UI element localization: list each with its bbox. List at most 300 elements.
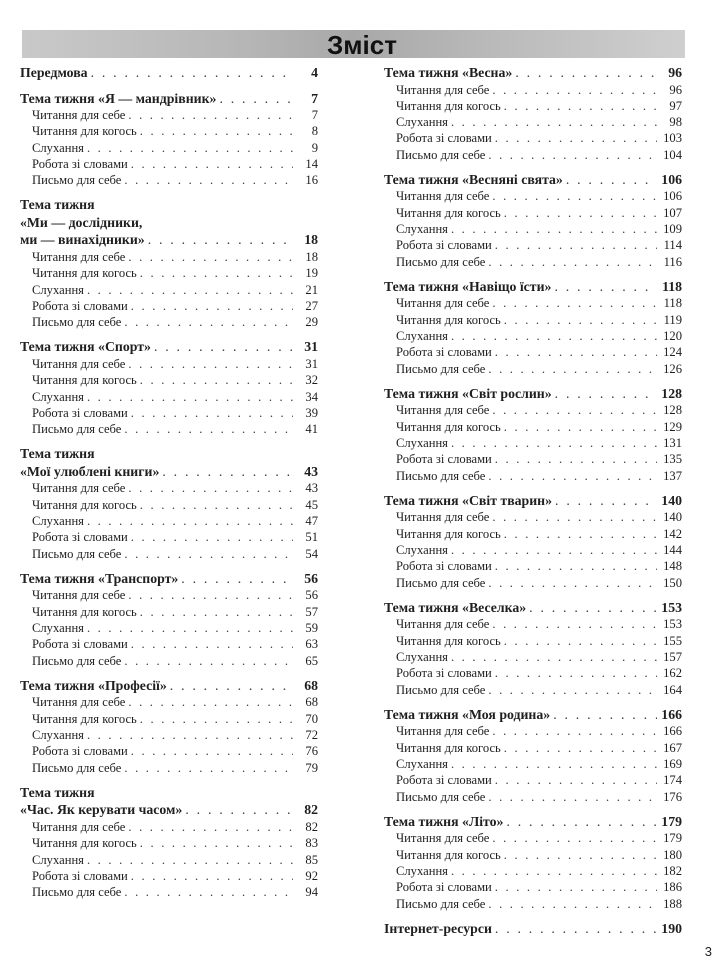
toc-entry[interactable]	[20, 604, 318, 620]
toc-entry-label: Письмо для себе	[32, 422, 122, 437]
toc-entry[interactable]	[384, 295, 682, 311]
dot-leader	[128, 356, 293, 372]
toc-page-number: 142	[663, 526, 682, 541]
toc-entry-label: Робота зі словами	[396, 131, 492, 146]
toc-topic-entry[interactable]	[20, 801, 318, 819]
toc-page-number: 85	[305, 852, 318, 867]
toc-page-number: 188	[663, 896, 682, 911]
toc-page-number: 19	[305, 266, 318, 281]
page-title: Зміст	[327, 30, 397, 60]
toc-entry[interactable]	[20, 852, 318, 868]
toc-entry[interactable]	[20, 405, 318, 421]
toc-entry[interactable]	[20, 636, 318, 652]
toc-page-number: 32	[305, 373, 318, 388]
toc-entry[interactable]	[384, 254, 682, 270]
toc-entry-label: Читання для когось	[32, 124, 137, 139]
dot-leader	[495, 879, 657, 895]
toc-entry[interactable]	[384, 879, 682, 895]
toc-page-number: 179	[661, 813, 682, 829]
dot-leader	[488, 361, 657, 377]
dot-leader	[504, 419, 657, 435]
dot-leader	[140, 123, 293, 139]
toc-section	[20, 784, 318, 900]
dot-leader	[154, 338, 293, 356]
toc-page-number: 21	[305, 282, 318, 297]
dot-leader	[87, 620, 293, 636]
dot-leader	[451, 756, 657, 772]
toc-entry[interactable]	[20, 298, 318, 314]
toc-entry-label: Письмо для себе	[396, 254, 486, 269]
toc-page-number: 116	[663, 254, 682, 269]
toc-entry[interactable]	[20, 546, 318, 562]
toc-entry[interactable]	[20, 107, 318, 123]
toc-entry[interactable]	[384, 130, 682, 146]
toc-entry-label: Читання для когось	[396, 526, 501, 541]
toc-entry[interactable]	[384, 542, 682, 558]
toc-page-number: 14	[305, 156, 318, 171]
toc-entry[interactable]	[384, 526, 682, 542]
dot-leader	[170, 677, 293, 695]
toc-page-number: 155	[663, 633, 682, 648]
toc-page-number: 51	[305, 530, 318, 545]
toc-entry[interactable]	[20, 497, 318, 513]
toc-entry[interactable]	[20, 653, 318, 669]
toc-entry[interactable]	[384, 361, 682, 377]
toc-page-number: 174	[663, 773, 682, 788]
toc-page-number: 82	[304, 802, 318, 818]
dot-leader	[506, 813, 657, 831]
toc-entry-label: Письмо для себе	[396, 361, 486, 376]
toc-entry[interactable]	[20, 282, 318, 298]
dot-leader	[495, 558, 657, 574]
toc-entry[interactable]	[384, 468, 682, 484]
toc-entry-label: Робота зі словами	[32, 298, 128, 313]
toc-page-number: 70	[305, 711, 318, 726]
toc-section	[20, 90, 318, 189]
toc-topic-title: Тема тижня «Транспорт»	[20, 570, 179, 586]
toc-entry[interactable]	[20, 123, 318, 139]
toc-page-number: 94	[305, 885, 318, 900]
toc-topic-entry[interactable]	[384, 706, 682, 724]
toc-entry-label: Читання для себе	[32, 356, 126, 371]
toc-page-number: 179	[663, 831, 682, 846]
dot-leader	[131, 156, 293, 172]
toc-entry[interactable]	[384, 402, 682, 418]
toc-entry-label: Читання для когось	[32, 266, 137, 281]
toc-entry-label: Читання для себе	[396, 510, 490, 525]
toc-page-number: 120	[663, 329, 682, 344]
dot-leader	[91, 64, 293, 82]
toc-page-number: 82	[305, 819, 318, 834]
toc-page-number: 7	[311, 108, 318, 122]
toc-page-number: 126	[663, 361, 682, 376]
toc-entry[interactable]	[384, 328, 682, 344]
toc-topic-title: Тема тижня «Літо»	[384, 813, 504, 829]
toc-page-number: 56	[304, 570, 318, 586]
toc-entry-label: Письмо для себе	[32, 760, 122, 775]
toc-topic-title: Інтернет-ресурси	[384, 920, 492, 936]
toc-page-number: 109	[663, 222, 682, 237]
toc-entry-label: Читання для себе	[32, 588, 126, 603]
toc-page-number: 57	[305, 604, 318, 619]
toc-entry[interactable]	[384, 682, 682, 698]
toc-page-number: 43	[304, 463, 318, 479]
toc-entry[interactable]	[20, 835, 318, 851]
toc-section	[384, 64, 682, 163]
toc-entry[interactable]	[20, 480, 318, 496]
dot-leader	[162, 463, 293, 481]
dot-leader	[124, 172, 293, 188]
toc-entry-label: Читання для себе	[32, 249, 126, 264]
toc-page-number: 59	[305, 621, 318, 636]
toc-entry-label: Читання для когось	[396, 312, 501, 327]
dot-leader	[553, 706, 657, 724]
toc-entry[interactable]	[20, 249, 318, 265]
toc-page-number: 54	[305, 546, 318, 561]
toc-entry[interactable]	[384, 896, 682, 912]
toc-page-number: 153	[661, 599, 682, 615]
toc-entry[interactable]	[384, 633, 682, 649]
toc-entry[interactable]	[384, 114, 682, 130]
toc-page-number: 186	[663, 880, 682, 895]
toc-page-number: 114	[663, 238, 682, 253]
toc-topic-title: Тема тижня «Веселка»	[384, 599, 527, 615]
dot-leader	[504, 526, 657, 542]
toc-entry[interactable]	[384, 221, 682, 237]
toc-page-number: 162	[663, 666, 682, 681]
toc-entry-label: Читання для когось	[32, 604, 137, 619]
toc-topic-title-line[interactable]: Тема тижня	[20, 197, 95, 213]
toc-page-number: 180	[663, 847, 682, 862]
toc-entry-label: Читання для себе	[396, 617, 490, 632]
toc-entry-label: Слухання	[396, 329, 448, 344]
toc-entry-label: Читання для себе	[396, 831, 490, 846]
toc-topic-title-line[interactable]: Тема тижня	[20, 446, 95, 462]
toc-entry[interactable]	[20, 694, 318, 710]
toc-entry[interactable]	[384, 237, 682, 253]
toc-page-number: 97	[669, 98, 682, 113]
dot-leader	[488, 896, 657, 912]
dot-leader	[128, 587, 293, 603]
toc-page-number: 135	[663, 452, 682, 467]
toc-entry[interactable]	[20, 587, 318, 603]
toc-entry-label: Слухання	[32, 389, 84, 404]
toc-entry-label: Письмо для себе	[396, 682, 486, 697]
toc-entry[interactable]	[384, 789, 682, 805]
dot-leader	[131, 636, 293, 652]
toc-page-number: 164	[663, 682, 682, 697]
toc-page-number: 39	[305, 405, 318, 420]
toc-entry-label: Слухання	[396, 115, 448, 130]
dot-leader	[124, 884, 293, 900]
toc-topic-title: Тема тижня «Моя родина»	[384, 706, 551, 722]
toc-entry-label: Робота зі словами	[396, 880, 492, 895]
toc-page-number: 18	[304, 232, 318, 248]
dot-leader	[488, 682, 657, 698]
toc-page-number: 128	[663, 403, 682, 418]
toc-section	[20, 570, 318, 669]
toc-entry-label: Читання для себе	[396, 82, 490, 97]
toc-page-number: 92	[305, 868, 318, 883]
dot-leader	[488, 468, 657, 484]
toc-entry-label: Письмо для себе	[396, 575, 486, 590]
toc-entry[interactable]	[20, 819, 318, 835]
toc-entry[interactable]	[20, 356, 318, 372]
toc-page-number: 144	[663, 543, 682, 558]
toc-entry[interactable]	[20, 156, 318, 172]
toc-page-number: 148	[663, 559, 682, 574]
toc-entry-label: Слухання	[396, 650, 448, 665]
toc-entry[interactable]	[384, 312, 682, 328]
toc-topic-entry[interactable]	[20, 338, 318, 356]
dot-leader	[488, 147, 657, 163]
dot-leader	[504, 205, 657, 221]
toc-page-number: 98	[669, 115, 682, 130]
dot-leader	[555, 385, 657, 403]
dot-leader	[131, 405, 293, 421]
dot-leader	[124, 546, 293, 562]
toc-entry[interactable]	[384, 756, 682, 772]
toc-entry[interactable]	[384, 616, 682, 632]
toc-entry[interactable]	[384, 665, 682, 681]
toc-entry-label: Читання для себе	[32, 108, 126, 122]
toc-page-number: 182	[663, 863, 682, 878]
toc-entry[interactable]	[20, 727, 318, 743]
toc-entry[interactable]	[384, 649, 682, 665]
toc-topic-title: Передмова	[20, 65, 88, 80]
toc-section	[384, 492, 682, 591]
toc-entry-label: Читання для себе	[32, 481, 126, 496]
dot-leader	[495, 920, 657, 938]
dot-leader	[495, 772, 657, 788]
toc-entry-label: Слухання	[32, 282, 84, 297]
toc-entry[interactable]	[384, 205, 682, 221]
toc-page-number: 166	[663, 724, 682, 739]
toc-entry-label: Письмо для себе	[32, 546, 122, 561]
toc-page-number: 104	[663, 147, 682, 162]
dot-leader	[492, 509, 657, 525]
toc-entry[interactable]	[20, 172, 318, 188]
toc-entry-label: Читання для когось	[396, 633, 501, 648]
toc-entry-label: Письмо для себе	[32, 885, 122, 900]
toc-entry-label: Робота зі словами	[32, 868, 128, 883]
dot-leader	[451, 863, 657, 879]
toc-section	[384, 920, 682, 938]
toc-entry[interactable]	[20, 513, 318, 529]
dot-leader	[131, 743, 293, 759]
toc-page-number: 68	[304, 677, 318, 693]
dot-leader	[128, 694, 293, 710]
toc-topic-entry[interactable]	[20, 231, 318, 249]
toc-entry-label: Слухання	[32, 728, 84, 743]
toc-entry-label: Слухання	[396, 863, 448, 878]
toc-entry-label: Слухання	[396, 436, 448, 451]
toc-page-number: 63	[305, 637, 318, 652]
toc-entry-label: Читання для когось	[396, 419, 501, 434]
toc-entry[interactable]	[20, 389, 318, 405]
dot-leader	[451, 542, 657, 558]
page-number: 3	[704, 944, 712, 959]
toc-entry[interactable]	[20, 711, 318, 727]
toc-page-number: 167	[663, 740, 682, 755]
dot-leader	[495, 130, 657, 146]
toc-entry-label: Робота зі словами	[396, 559, 492, 574]
toc-topic-entry[interactable]	[384, 385, 682, 403]
toc-entry[interactable]	[20, 314, 318, 330]
toc-entry[interactable]	[20, 868, 318, 884]
toc-topic-entry[interactable]	[384, 64, 682, 82]
toc-section	[20, 64, 318, 82]
toc-topic-entry[interactable]	[384, 920, 682, 938]
toc-entry-label: Письмо для себе	[396, 147, 486, 162]
toc-entry-label: Читання для когось	[32, 836, 137, 851]
toc-entry-label: Робота зі словами	[32, 530, 128, 545]
toc-entry[interactable]	[384, 419, 682, 435]
toc-entry-label: Письмо для себе	[32, 653, 122, 668]
toc-entry-label: Читання для когось	[396, 205, 501, 220]
toc-entry-label: Читання для когось	[32, 373, 137, 388]
toc-entry[interactable]	[384, 98, 682, 114]
toc-entry[interactable]	[384, 509, 682, 525]
toc-entry[interactable]	[384, 575, 682, 591]
dot-leader	[555, 492, 657, 510]
toc-page-number: 118	[662, 278, 682, 294]
dot-leader	[124, 760, 293, 776]
dot-leader	[488, 575, 657, 591]
dot-leader	[140, 604, 293, 620]
toc-section	[20, 677, 318, 776]
toc-entry-label: Робота зі словами	[32, 637, 128, 652]
toc-topic-title: «Мої улюблені книги»	[20, 463, 160, 479]
toc-entry-label: Робота зі словами	[396, 773, 492, 788]
toc-page-number: 68	[305, 695, 318, 710]
toc-topic-entry[interactable]	[384, 171, 682, 189]
toc-entry-label: Слухання	[32, 852, 84, 867]
toc-topic-entry[interactable]	[20, 677, 318, 695]
toc-entry[interactable]	[384, 435, 682, 451]
toc-entry[interactable]	[20, 421, 318, 437]
toc-entry-label: Робота зі словами	[32, 744, 128, 759]
toc-entry[interactable]	[384, 188, 682, 204]
toc-page-number: 124	[663, 345, 682, 360]
dot-leader	[219, 90, 293, 108]
dot-leader	[488, 254, 657, 270]
dot-leader	[124, 653, 293, 669]
dot-leader	[492, 188, 657, 204]
toc-page-number: 137	[663, 468, 682, 483]
dot-leader	[87, 389, 293, 405]
dot-leader	[87, 727, 293, 743]
dot-leader	[495, 237, 657, 253]
dot-leader	[492, 82, 657, 98]
toc-topic-title: «Час. Як керувати часом»	[20, 802, 183, 818]
toc-entry[interactable]	[384, 558, 682, 574]
toc-page-number: 34	[305, 389, 318, 404]
toc-page-number: 131	[663, 436, 682, 451]
toc-entry[interactable]	[20, 884, 318, 900]
toc-topic-entry[interactable]	[384, 813, 682, 831]
dot-leader	[140, 835, 293, 851]
dot-leader	[87, 513, 293, 529]
toc-entry[interactable]	[20, 529, 318, 545]
toc-topic-entry[interactable]	[20, 463, 318, 481]
toc-entry-label: Слухання	[396, 222, 448, 237]
dot-leader	[131, 529, 293, 545]
toc-entry[interactable]	[384, 82, 682, 98]
toc-topic-title: Тема тижня «Весна»	[384, 65, 513, 80]
toc-topic-title: Тема тижня «Я — мандрівник»	[20, 90, 217, 106]
toc-topic-entry[interactable]	[384, 599, 682, 617]
toc-topic-entry[interactable]	[20, 570, 318, 588]
toc-entry[interactable]	[20, 760, 318, 776]
toc-entry[interactable]	[20, 743, 318, 759]
toc-entry-label: Робота зі словами	[32, 405, 128, 420]
toc-page-number: 140	[661, 492, 682, 508]
toc-entry-label: Письмо для себе	[396, 468, 486, 483]
toc-entry[interactable]	[384, 740, 682, 756]
toc-section	[384, 706, 682, 805]
toc-entry-label: Робота зі словами	[396, 666, 492, 681]
dot-leader	[495, 665, 657, 681]
toc-entry[interactable]	[384, 772, 682, 788]
toc-topic-entry[interactable]	[384, 278, 682, 296]
toc-page-number: 79	[305, 760, 318, 775]
toc-topic-entry[interactable]	[20, 64, 318, 82]
toc-entry[interactable]	[20, 140, 318, 156]
dot-leader	[181, 570, 293, 588]
dot-leader	[504, 312, 657, 328]
toc-section	[384, 599, 682, 698]
toc-section	[20, 445, 318, 561]
toc-topic-title-line[interactable]: «Ми — дослідники,	[20, 214, 143, 230]
dot-leader	[492, 295, 657, 311]
toc-entry[interactable]	[20, 372, 318, 388]
toc-page-number: 128	[661, 385, 682, 401]
toc-column-left	[20, 64, 318, 908]
toc-entry[interactable]	[384, 863, 682, 879]
toc-entry[interactable]	[20, 620, 318, 636]
toc-entry[interactable]	[384, 830, 682, 846]
toc-column-right	[384, 64, 682, 945]
dot-leader	[515, 64, 657, 82]
toc-page-number: 56	[305, 588, 318, 603]
toc-entry[interactable]	[384, 723, 682, 739]
toc-page-number: 65	[305, 653, 318, 668]
toc-entry-label: Читання для себе	[396, 189, 490, 204]
toc-page-number: 18	[305, 249, 318, 264]
toc-topic-entry[interactable]	[20, 90, 318, 108]
toc-entry[interactable]	[384, 147, 682, 163]
toc-entry[interactable]	[384, 344, 682, 360]
dot-leader	[451, 114, 657, 130]
toc-page-number: 169	[663, 757, 682, 771]
toc-page-number: 31	[304, 339, 318, 355]
toc-entry[interactable]	[20, 265, 318, 281]
dot-leader	[495, 451, 657, 467]
dot-leader	[504, 98, 657, 114]
toc-entry[interactable]	[384, 847, 682, 863]
dot-leader	[495, 344, 657, 360]
toc-page-number: 166	[661, 706, 682, 722]
toc-entry-label: Письмо для себе	[32, 173, 122, 188]
dot-leader	[140, 497, 293, 513]
dot-leader	[504, 633, 657, 649]
toc-topic-title-line[interactable]: Тема тижня	[20, 784, 95, 800]
toc-entry[interactable]	[384, 451, 682, 467]
toc-entry-label: Слухання	[396, 543, 448, 558]
dot-leader	[87, 282, 293, 298]
toc-topic-entry[interactable]	[384, 492, 682, 510]
